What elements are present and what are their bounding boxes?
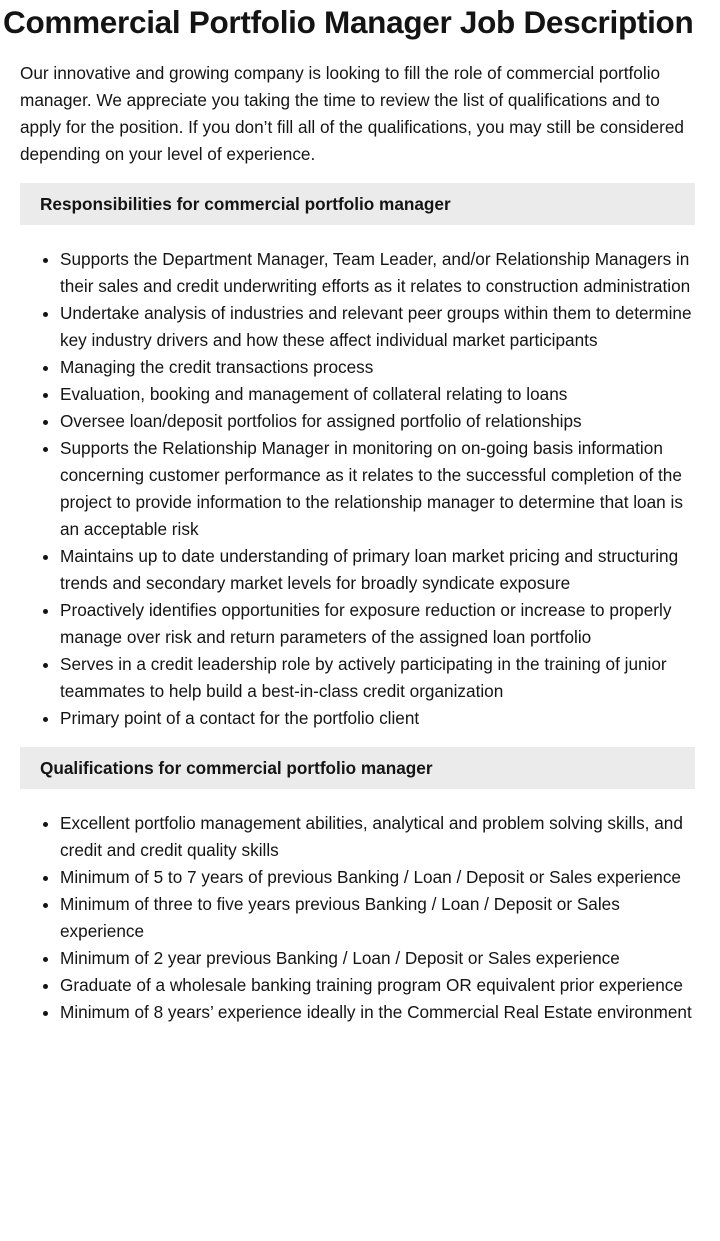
list-item: • Serves in a credit leadership role by actively participating in the training of junior teammates to help build a best-in-class credit organization [60, 651, 698, 705]
responsibilities-heading: Responsibilities for commercial portfolio manager [20, 183, 695, 225]
qualifications-heading: Qualifications for commercial portfolio manager [20, 747, 695, 789]
list-item: • Graduate of a wholesale banking training program OR equivalent prior experience [60, 972, 698, 999]
list-item: • Minimum of 8 years’ experience ideally in the Commercial Real Estate environment [60, 999, 698, 1026]
list-item: • Primary point of a contact for the portfolio client [60, 705, 698, 732]
list-item: • Supports the Department Manager, Team Leader, and/or Relationship Managers in their sales and credit underwriting efforts as it relates to construction administration [60, 246, 698, 300]
list-item: • Undertake analysis of industries and relevant peer groups within them to determine key industry drivers and how these affect individual market participants [60, 300, 698, 354]
intro-paragraph: Our innovative and growing company is looking to fill the role of commercial portfolio manager. We appreciate you taking the time to review the list of qualifications and to apply for the position. If you don’t fill all of the qualifications, you may still be considered depending on your level of experience. [20, 63, 684, 164]
list-item: • Maintains up to date understanding of primary loan market pricing and structuring trends and secondary market levels for broadly syndicate exposure [60, 543, 698, 597]
qualifications-list [20, 810, 698, 1026]
list-item: • Managing the credit transactions process [60, 354, 698, 381]
responsibilities-list [20, 246, 698, 732]
list-item: • Minimum of three to five years previous Banking / Loan / Deposit or Sales experience [60, 891, 698, 945]
list-item: • Excellent portfolio management abilities, analytical and problem solving skills, and credit and credit quality skills [60, 810, 698, 864]
list-item: • Proactively identifies opportunities for exposure reduction or increase to properly manage over risk and return parameters of the assigned loan portfolio [60, 597, 698, 651]
list-item: • Evaluation, booking and management of collateral relating to loans [60, 381, 698, 408]
list-item: • Minimum of 5 to 7 years of previous Banking / Loan / Deposit or Sales experience [60, 864, 698, 891]
list-item: • Supports the Relationship Manager in monitoring on on-going basis information concerning customer performance as it relates to the successful completion of the project to provide information to the relationship manager to determine that loan is an acceptable risk [60, 435, 698, 543]
list-item: • Minimum of 2 year previous Banking / Loan / Deposit or Sales experience [60, 945, 698, 972]
list-item: • Oversee loan/deposit portfolios for assigned portfolio of relationships [60, 408, 698, 435]
page-title: Commercial Portfolio Manager Job Description [3, 4, 694, 40]
